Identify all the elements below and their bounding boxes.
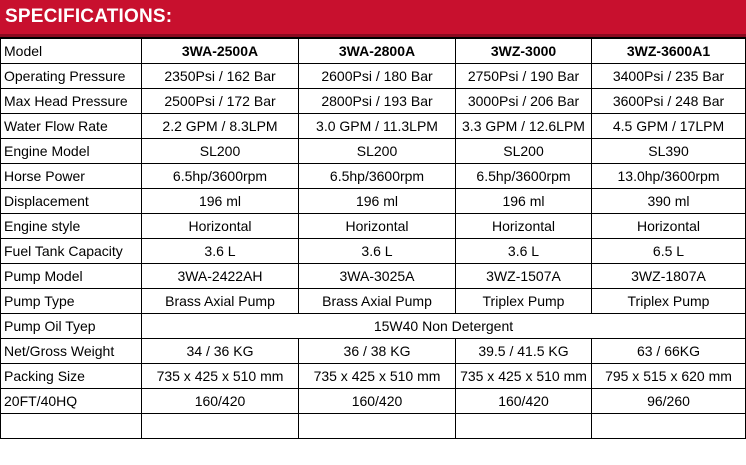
table-cell: Horizontal — [456, 214, 592, 239]
table-cell: SL390 — [592, 139, 746, 164]
model-header: 3WZ-3000 — [456, 38, 592, 64]
table-cell: Brass Axial Pump — [142, 289, 299, 314]
empty-cell — [592, 414, 746, 439]
table-row — [1, 64, 746, 89]
model-header: 3WA-2500A — [142, 38, 299, 64]
table-cell: 795 x 515 x 620 mm — [592, 364, 746, 389]
page-title: SPECIFICATIONS: — [5, 6, 173, 27]
specifications-table — [0, 37, 746, 439]
table-row — [1, 214, 746, 239]
table-cell: 63 / 66KG — [592, 339, 746, 364]
table-cell: 36 / 38 KG — [299, 339, 456, 364]
table-row — [1, 114, 746, 139]
table-cell: 3000Psi / 206 Bar — [456, 89, 592, 114]
table-cell: 3.3 GPM / 12.6LPM — [456, 114, 592, 139]
table-cell: 160/420 — [142, 389, 299, 414]
table-cell: 160/420 — [456, 389, 592, 414]
table-row — [1, 89, 746, 114]
table-cell: Brass Axial Pump — [299, 289, 456, 314]
table-cell: 3WZ-1507A — [456, 264, 592, 289]
table-cell: 3WA-2422AH — [142, 264, 299, 289]
table-cell: 34 / 36 KG — [142, 339, 299, 364]
row-label: Pump Oil Tyep — [1, 314, 142, 339]
row-label: Net/Gross Weight — [1, 339, 142, 364]
table-cell: 2600Psi / 180 Bar — [299, 64, 456, 89]
empty-cell — [299, 414, 456, 439]
table-cell: 3600Psi / 248 Bar — [592, 89, 746, 114]
table-cell: 6.5hp/3600rpm — [456, 164, 592, 189]
table-row — [1, 139, 746, 164]
table-cell: 6.5hp/3600rpm — [142, 164, 299, 189]
table-cell: 3WA-3025A — [299, 264, 456, 289]
row-label: Water Flow Rate — [1, 114, 142, 139]
table-cell: Triplex Pump — [456, 289, 592, 314]
row-label: Packing Size — [1, 364, 142, 389]
row-label: Displacement — [1, 189, 142, 214]
table-cell: 2.2 GPM / 8.3LPM — [142, 114, 299, 139]
empty-cell — [142, 414, 299, 439]
table-cell: 2750Psi / 190 Bar — [456, 64, 592, 89]
table-cell: 160/420 — [299, 389, 456, 414]
table-row — [1, 189, 746, 214]
table-cell: 3400Psi / 235 Bar — [592, 64, 746, 89]
table-cell: 735 x 425 x 510 mm — [142, 364, 299, 389]
row-label: Operating Pressure — [1, 64, 142, 89]
table-row — [1, 239, 746, 264]
table-cell: 3.6 L — [142, 239, 299, 264]
table-cell: 6.5 L — [592, 239, 746, 264]
table-cell: 13.0hp/3600rpm — [592, 164, 746, 189]
table-cell: 2800Psi / 193 Bar — [299, 89, 456, 114]
table-cell: Horizontal — [592, 214, 746, 239]
table-header-row — [1, 38, 746, 64]
table-row — [1, 264, 746, 289]
empty-cell — [1, 414, 142, 439]
table-cell: 196 ml — [456, 189, 592, 214]
table-row — [1, 364, 746, 389]
table-cell: 2500Psi / 172 Bar — [142, 89, 299, 114]
row-label: Pump Model — [1, 264, 142, 289]
row-label: Model — [1, 38, 142, 64]
empty-cell — [456, 414, 592, 439]
table-row — [1, 339, 746, 364]
model-header: 3WA-2800A — [299, 38, 456, 64]
table-cell: 3.6 L — [299, 239, 456, 264]
table-cell: SL200 — [142, 139, 299, 164]
table-cell: SL200 — [299, 139, 456, 164]
table-cell: Triplex Pump — [592, 289, 746, 314]
table-cell: Horizontal — [299, 214, 456, 239]
row-label: Engine style — [1, 214, 142, 239]
table-cell: 3.0 GPM / 11.3LPM — [299, 114, 456, 139]
table-cell: Horizontal — [142, 214, 299, 239]
specifications-banner — [0, 0, 746, 37]
table-cell: 735 x 425 x 510 mm — [456, 364, 592, 389]
row-label: Engine Model — [1, 139, 142, 164]
table-row-empty — [1, 414, 746, 439]
table-cell: 196 ml — [142, 189, 299, 214]
table-cell: 3WZ-1807A — [592, 264, 746, 289]
row-label: 20FT/40HQ — [1, 389, 142, 414]
row-label: Max Head Pressure — [1, 89, 142, 114]
row-label: Fuel Tank Capacity — [1, 239, 142, 264]
table-row — [1, 389, 746, 414]
row-label: Pump Type — [1, 289, 142, 314]
table-cell: 96/260 — [592, 389, 746, 414]
table-cell: 6.5hp/3600rpm — [299, 164, 456, 189]
merged-table-cell: 15W40 Non Detergent — [142, 314, 746, 339]
table-cell: 196 ml — [299, 189, 456, 214]
table-row-oil — [1, 314, 746, 339]
table-cell: 4.5 GPM / 17LPM — [592, 114, 746, 139]
table-cell: 3.6 L — [456, 239, 592, 264]
table-cell: 39.5 / 41.5 KG — [456, 339, 592, 364]
model-header: 3WZ-3600A1 — [592, 38, 746, 64]
table-cell: SL200 — [456, 139, 592, 164]
table-row — [1, 164, 746, 189]
table-cell: 390 ml — [592, 189, 746, 214]
table-cell: 735 x 425 x 510 mm — [299, 364, 456, 389]
table-row — [1, 289, 746, 314]
row-label: Horse Power — [1, 164, 142, 189]
table-cell: 2350Psi / 162 Bar — [142, 64, 299, 89]
